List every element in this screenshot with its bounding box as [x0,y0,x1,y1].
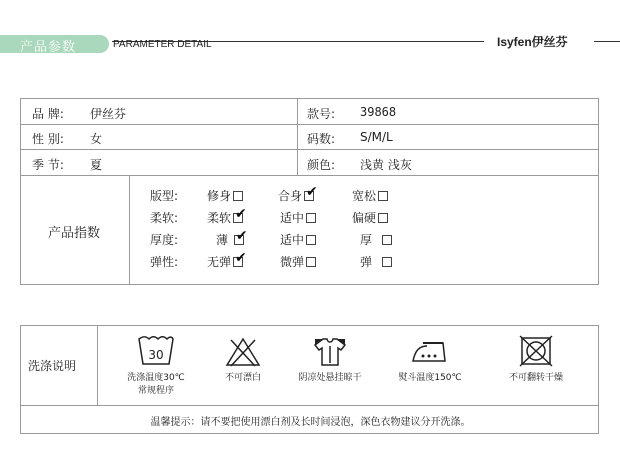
index-option: 弹 [360,253,392,270]
svg-text:30: 30 [148,348,164,362]
checkbox-unchecked [378,213,388,223]
index-option: 适中 [280,209,316,226]
no-tumble-dry-icon [519,335,553,367]
index-option: 厚 [360,231,392,248]
index-option: 合身 ✔ [278,184,318,203]
brand-logo-text: Isyfen伊丝芬 [497,35,568,49]
index-option: 无弹 ✔ [207,250,247,269]
row-divider [21,149,598,150]
index-option: 修身 [207,187,243,204]
season-label: 季 节: [32,158,64,172]
checkbox-checked [233,250,247,267]
row-divider [21,405,598,406]
checkmark-icon: ✔ [306,184,318,200]
care-caption: 常规程序 [137,386,174,396]
index-option: 柔软 ✔ [207,206,247,225]
parameter-table [20,98,599,285]
shade-dry-icon [313,337,347,367]
checkbox-unchecked [306,257,316,267]
style-no-label: 款号: [307,107,336,121]
brand-value: 伊丝芬 [90,107,127,121]
care-tip: 温馨提示：请不要把使用漂白剂及长时间浸泡，深色衣物建议分开洗涤。 [150,417,471,428]
no-bleach-icon [225,337,261,367]
index-option: 适中 [280,231,316,248]
care-item-dry [288,337,372,383]
care-caption: 洗涤温度30℃ [127,373,185,383]
checkbox-unchecked [382,257,392,267]
care-caption: 熨斗温度150℃ [398,373,462,383]
checkbox-unchecked [306,235,316,245]
elasticity-label: 弹性: [150,255,179,269]
section-subtitle: PARAMETER DETAIL [113,39,212,50]
column-divider [129,175,130,284]
size-value: S/M/L [360,130,393,144]
column-divider [97,326,98,405]
index-option: 宽松 [352,187,388,204]
checkbox-unchecked [233,191,243,201]
checkbox-checked [234,228,248,245]
checkbox-unchecked [378,191,388,201]
brand-label: 品 牌: [32,107,64,121]
size-label: 码数: [307,132,336,146]
iron-icon [409,337,451,367]
checkbox-unchecked [306,213,316,223]
softness-label: 柔软: [150,211,179,225]
fit-label: 版型: [150,189,179,203]
care-caption: 阴凉处悬挂晾干 [298,373,362,383]
column-divider [297,99,298,175]
thickness-label: 厚度: [150,233,179,247]
care-table [20,325,599,434]
color-label: 颜色: [307,158,336,172]
style-no-value: 39868 [360,105,397,119]
color-value: 浅黄 浅灰 [360,158,412,172]
index-option: 偏硬 [352,209,388,226]
care-item-tumble [496,335,576,383]
care-caption: 不可翻转干燥 [508,373,563,383]
header-divider-right [594,41,620,42]
checkbox-unchecked [382,235,392,245]
section-title: 产品参数 [20,40,77,55]
care-item-iron [388,337,472,383]
row-divider [21,175,598,176]
care-caption: 不可漂白 [224,373,261,383]
checkmark-icon: ✔ [235,206,247,222]
checkbox-checked [304,184,318,201]
checkmark-icon: ✔ [235,250,247,266]
row-divider [21,124,598,125]
checkbox-checked [233,206,247,223]
season-value: 夏 [90,158,103,172]
wash-30-icon [137,335,175,367]
care-item-bleach [208,337,278,383]
gender-value: 女 [90,132,103,146]
checkmark-icon: ✔ [235,228,248,244]
product-index-title: 产品指数 [48,226,101,241]
index-option: 薄 ✔ [216,228,248,247]
care-item-wash [117,335,195,396]
index-option: 微弹 [280,253,316,270]
care-title: 洗涤说明 [28,359,77,373]
gender-label: 性 别: [32,132,64,146]
